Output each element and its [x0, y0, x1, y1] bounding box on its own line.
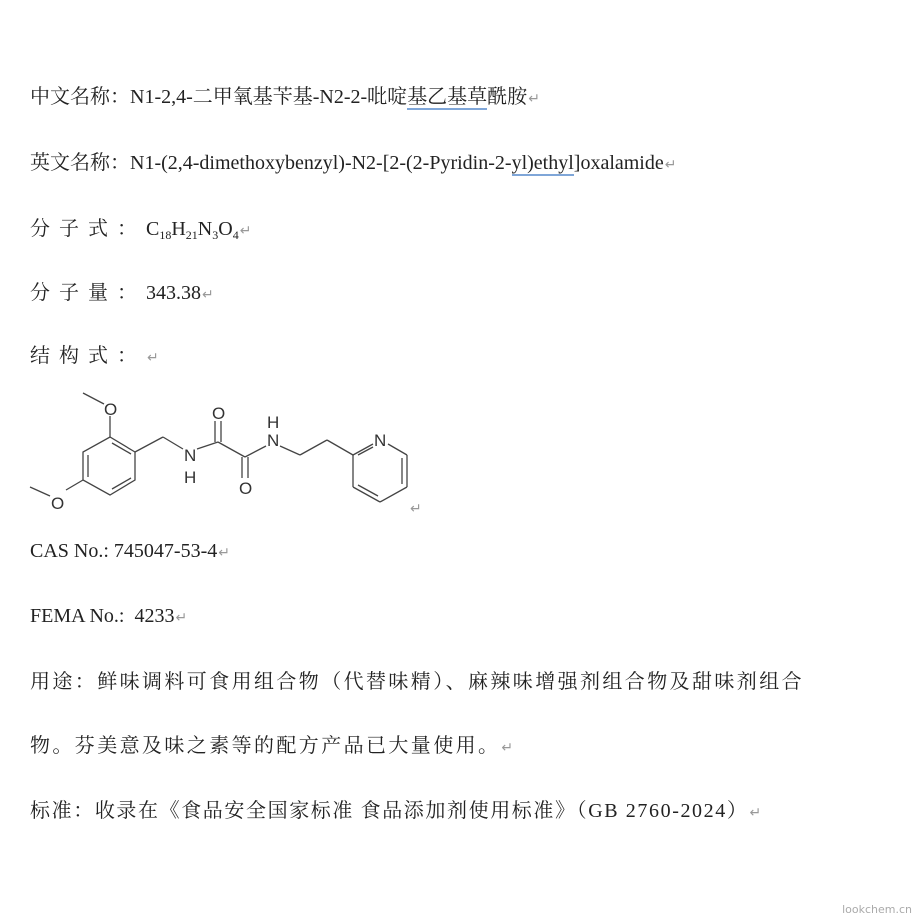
atom-nitrogen: N [184, 446, 197, 465]
chinese-name-line [30, 85, 540, 111]
paragraph-mark-icon: ↵ [218, 545, 230, 561]
atom-nitrogen: N [374, 431, 387, 450]
paragraph-mark-icon: ↵ [202, 287, 214, 303]
atom-hydrogen: H [184, 468, 197, 487]
english-name-label: 英文名称： [30, 152, 130, 174]
fema-value: 4233 [134, 605, 175, 627]
english-name-text: N1-(2,4-dimethoxybenzyl)-N2-[2-(2-Pyridin-2- [130, 152, 512, 174]
paragraph-mark-icon: ↵ [175, 610, 188, 626]
fema-line [30, 604, 187, 630]
structure-diagram [0, 380, 440, 520]
structure-line [30, 344, 159, 370]
chinese-name-text: N1-2,4-二甲氧基苄基-N2-2-吡啶 [130, 86, 408, 108]
chinese-name-suffix: 酰胺 [487, 86, 528, 108]
atom-nitrogen: N [267, 431, 280, 450]
cas-value: 745047-53-4 [113, 540, 218, 562]
atom-oxygen: O [239, 479, 253, 498]
atom-oxygen: O [51, 494, 65, 513]
usage-text-continued: 物。芬美意及味之素等的配方产品已大量使用。 [30, 735, 501, 757]
watermark: lookchem.cn [842, 903, 912, 916]
atom-oxygen: O [212, 404, 226, 423]
standard-line [30, 799, 763, 825]
paragraph-mark-icon: ↵ [501, 740, 516, 756]
formula-line [30, 217, 251, 243]
formula-subscript: 18 [159, 228, 172, 242]
atom-hydrogen: H [267, 413, 280, 432]
formula-label: 分子式： [30, 218, 146, 240]
chinese-name-label: 中文名称： [30, 86, 130, 108]
english-name-line [30, 151, 676, 177]
mol-weight-value: 343.38 [146, 282, 201, 304]
paragraph-mark-icon: ↵ [528, 91, 540, 107]
paragraph-mark-icon: ↵ [749, 805, 763, 821]
mol-weight-label: 分子量： [30, 282, 146, 304]
structure-label: 结构式： [30, 345, 146, 367]
paragraph-mark-icon: ↵ [664, 157, 677, 173]
formula-element: O [218, 218, 233, 240]
spellcheck-underline-text: 基乙基草 [407, 86, 488, 108]
spellcheck-underline-text: yl)ethyl [511, 152, 574, 174]
cas-label: CAS No.: [30, 540, 114, 562]
formula-subscript: 21 [185, 228, 198, 242]
standard-value: 收录在《食品安全国家标准 食品添加剂使用标准》（GB 2760-2024） [94, 800, 749, 822]
fema-label: FEMA No.: [30, 605, 135, 627]
english-name-suffix: ]oxalamide [573, 152, 664, 174]
atom-oxygen: O [104, 400, 118, 419]
usage-line-2 [30, 734, 516, 760]
formula-subscript: 3 [212, 228, 219, 242]
formula-element: N [197, 218, 213, 240]
usage-line-1 [30, 670, 804, 694]
cas-line [30, 539, 230, 565]
paragraph-mark-icon: ↵ [410, 500, 422, 516]
paragraph-mark-icon: ↵ [239, 223, 252, 239]
formula-element: H [171, 218, 186, 240]
mol-weight-line [30, 281, 214, 307]
usage-text: 鲜味调料可食用组合物（代替味精）、麻辣味增强剂组合物及甜味剂组合 [97, 671, 805, 693]
formula-subscript: 4 [232, 228, 239, 242]
paragraph-mark-icon: ↵ [147, 350, 159, 366]
formula-element: C [146, 218, 160, 240]
usage-label: 用途： [30, 671, 98, 693]
standard-label: 标准： [30, 800, 95, 822]
